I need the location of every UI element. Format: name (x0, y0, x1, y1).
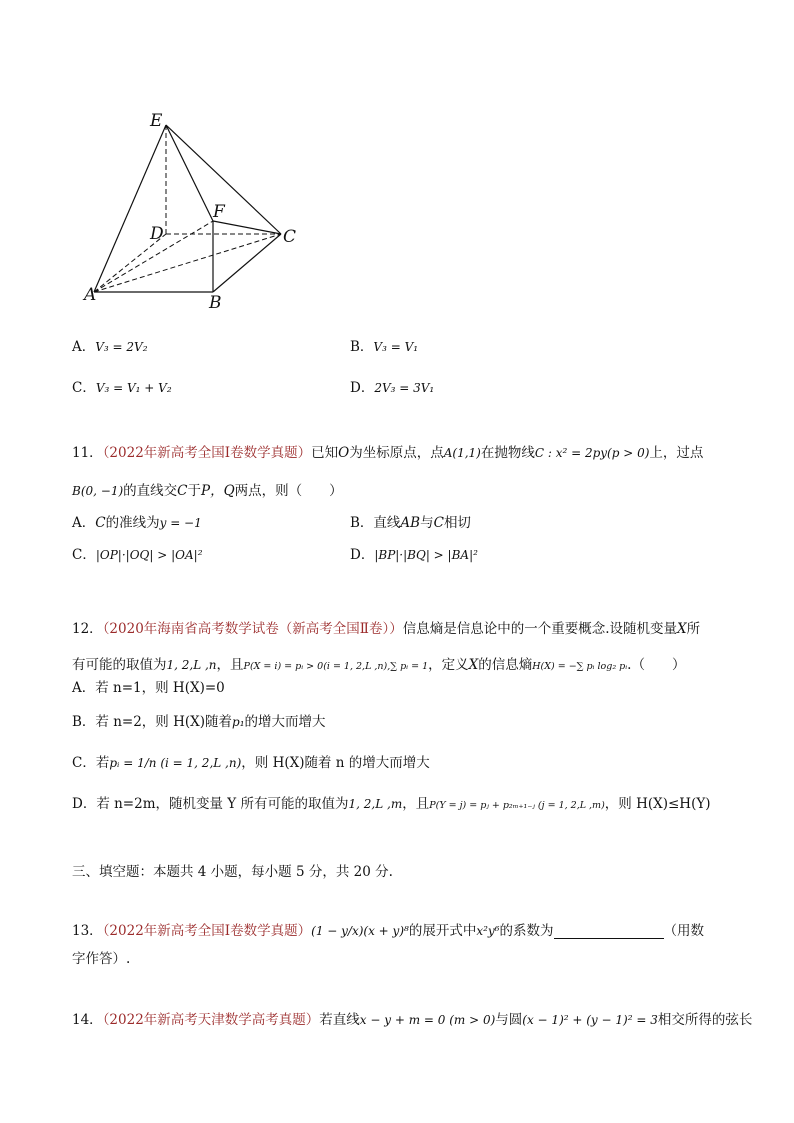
math: 1, 2,L ,n (166, 658, 217, 672)
question-number: 12． (72, 621, 103, 637)
var: C (95, 515, 106, 531)
math: C : x² = 2py(p > 0) (534, 446, 650, 460)
text: B．若 n=2，则 H(X)随着 (72, 714, 233, 730)
text: 字作答）. (72, 951, 131, 967)
option-letter: A． (72, 339, 96, 355)
question-number: 14． (72, 1012, 103, 1028)
text: ，则 H(X)随着 n 的增大而增大 (241, 755, 430, 771)
text: 三、填空题：本题共 4 小题，每小题 5 分，共 20 分. (72, 864, 393, 880)
text: 相切 (443, 515, 471, 531)
question-source: （2020年海南省高考数学试卷（新高考全国Ⅱ卷）） (102, 621, 403, 637)
math: x²y⁶ (476, 924, 500, 938)
text: A．若 n=1，则 H(X)=0 (72, 680, 225, 696)
text: 在抛物线 (480, 445, 535, 461)
text: ，则 H(X)≤H(Y) (604, 796, 711, 812)
q10-option-b (350, 338, 418, 356)
text: ，且 (402, 796, 430, 812)
label-E: E (150, 111, 163, 131)
text: 的信息熵 (478, 657, 533, 673)
text: 信息熵是信息论中的一个重要概念.设随机变量 (402, 621, 678, 637)
option-letter: C． (72, 547, 96, 563)
text: 为坐标原点，点 (349, 445, 444, 461)
option-letter: B． (350, 339, 374, 355)
var: P，Q (200, 483, 235, 499)
math: 1, 2,L ,m (348, 797, 403, 811)
math: H(X) = −∑ pᵢ log₂ pᵢ (532, 661, 628, 672)
var: AB (400, 515, 421, 531)
math: |BP|·|BQ| > |BA|² (374, 548, 478, 562)
question-source: （2022年新高考全国Ⅰ卷数学真题） (102, 445, 312, 461)
text: C．若 (72, 755, 110, 771)
math: (x − 1)² + (y − 1)² = 3 (522, 1013, 658, 1027)
math: A(1,1) (443, 446, 481, 460)
text: ，定义 (428, 657, 469, 673)
q12-option-a (72, 679, 225, 697)
section-title (72, 863, 393, 881)
answer-blank[interactable] (554, 924, 664, 939)
label-A: A (84, 285, 97, 305)
text: 的直线交 (123, 483, 178, 499)
text: 所 (686, 621, 701, 637)
q12-option-b (72, 713, 326, 731)
label-C: C (283, 227, 297, 247)
q12-stem-line1 (72, 620, 700, 638)
math: (1 − y/x)(x + y)⁸ (311, 924, 409, 938)
option-expr: V₃ = 2V₂ (95, 340, 148, 354)
math: p₁ (232, 715, 245, 729)
text: 的准线为 (105, 515, 160, 531)
label-B: B (209, 293, 222, 313)
q10-option-c (72, 379, 172, 397)
text: 已知 (311, 445, 339, 461)
option-expr: V₃ = V₁ + V₂ (95, 381, 172, 395)
math: ∑ pᵢ = 1 (390, 661, 429, 672)
var: O (338, 445, 350, 461)
label-D: D (150, 224, 164, 244)
q11-option-b (350, 514, 471, 532)
text: ，且 (216, 657, 244, 673)
var: C (433, 515, 444, 531)
question-source: （2022年新高考天津数学高考真题） (102, 1012, 320, 1028)
math: y = −1 (159, 516, 202, 530)
q13-stem-line2 (72, 950, 130, 968)
text: 的增大而增大 (244, 714, 326, 730)
q10-option-d (350, 379, 434, 397)
question-source: （2022年新高考全国Ⅰ卷数学真题） (102, 923, 312, 939)
q12-option-c (72, 754, 430, 772)
text: 有可能的取值为 (72, 657, 167, 673)
option-letter: D． (350, 547, 375, 563)
q11-stem-line2 (72, 482, 343, 500)
math: P(X = i) = pᵢ > 0(i = 1, 2,L ,n), (243, 661, 391, 672)
pyramid-figure (80, 108, 310, 313)
q11-option-d (350, 546, 478, 564)
q11-option-a (72, 514, 202, 532)
label-F: F (213, 202, 225, 222)
text: （用数 (663, 923, 704, 939)
var: X (468, 657, 479, 673)
option-letter: B． (350, 515, 374, 531)
math: pᵢ = 1/n (i = 1, 2,L ,n) (109, 756, 242, 770)
text: 与圆 (495, 1012, 523, 1028)
text: 的展开式中 (408, 923, 477, 939)
question-number: 11． (72, 445, 103, 461)
text: 两点，则（ ） (234, 483, 343, 499)
text: 相交所得的弦长 (657, 1012, 753, 1028)
option-expr: V₃ = V₁ (373, 340, 419, 354)
text: D．若 n=2m，随机变量 Y 所有可能的取值为 (72, 796, 349, 812)
text: .（ ） (627, 657, 686, 673)
math: B(0, −1) (72, 484, 124, 498)
q13-stem-line1 (72, 922, 704, 940)
option-letter: A． (72, 515, 96, 531)
text: 上，过点 (649, 445, 704, 461)
q11-option-c (72, 546, 203, 564)
math: x − y + m = 0 (m > 0) (359, 1013, 496, 1027)
q11-stem-line1 (72, 444, 703, 462)
option-letter: D． (350, 380, 375, 396)
text: 直线 (373, 515, 401, 531)
text: 与 (420, 515, 434, 531)
text: 于 (187, 483, 201, 499)
q14-stem-line1 (72, 1011, 752, 1029)
var: X (677, 621, 687, 637)
math: |OP|·|OQ| > |OA|² (95, 548, 203, 562)
option-expr: 2V₃ = 3V₁ (374, 381, 435, 395)
question-number: 13． (72, 923, 103, 939)
q10-option-a (72, 338, 148, 356)
math: P(Y = j) = pⱼ + p₂ₘ₊₁₋ⱼ (j = 1, 2,L ,m) (429, 800, 605, 811)
text: 若直线 (319, 1012, 360, 1028)
q12-stem-line2 (72, 656, 685, 676)
var: C (177, 483, 188, 499)
option-letter: C． (72, 380, 96, 396)
text: 的系数为 (499, 923, 554, 939)
q12-option-d (72, 795, 711, 815)
